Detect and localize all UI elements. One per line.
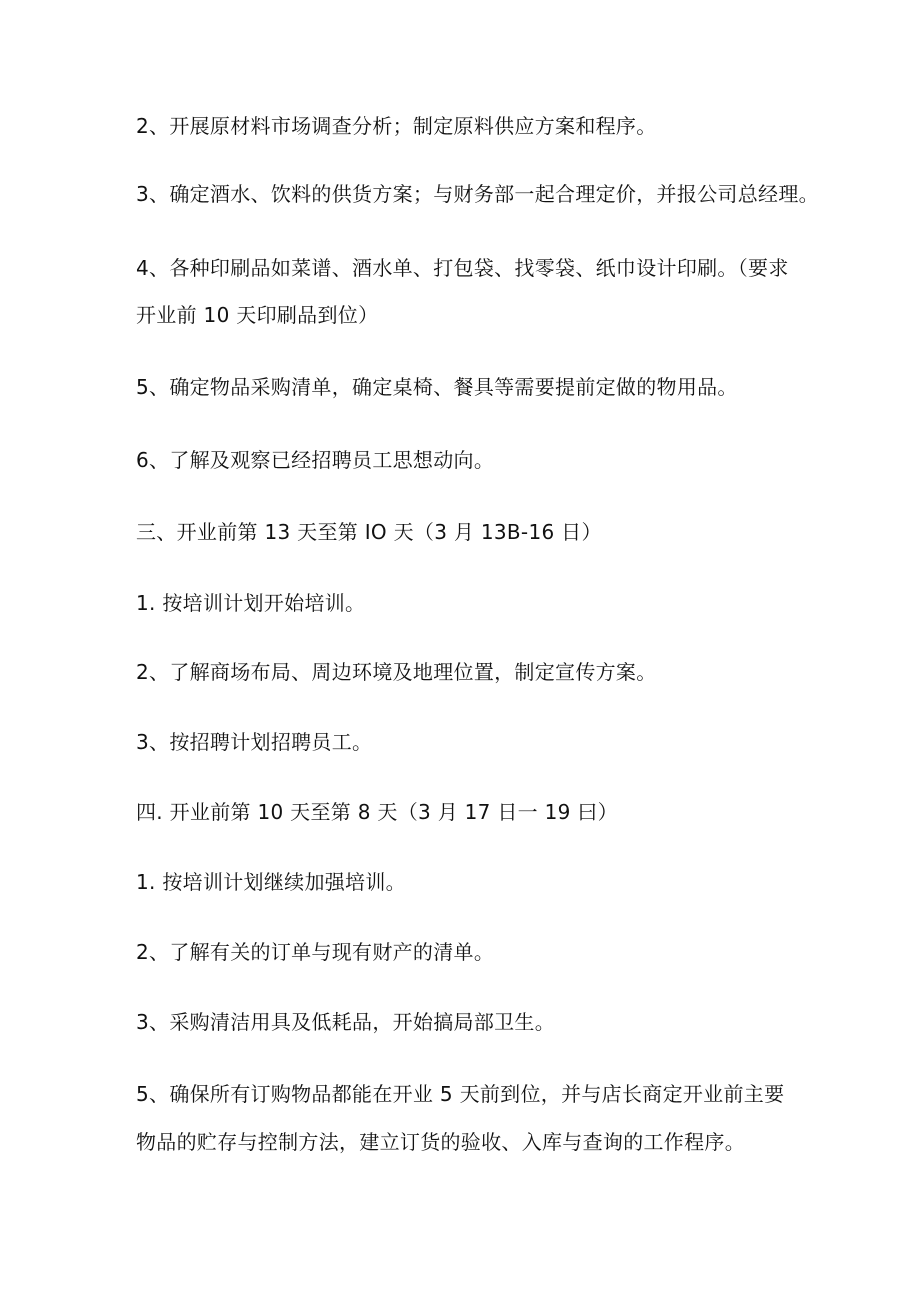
paragraph-line: 3、采购清洁用具及低耗品，开始搞局部卫生。 [136, 1010, 556, 1034]
paragraph-line: 物品的贮存与控制方法，建立订货的验收、入库与查询的工作程序。 [136, 1130, 745, 1154]
paragraph-line: 5、确保所有订购物品都能在开业 5 天前到位，并与店长商定开业前主要 [136, 1082, 785, 1106]
paragraph-line: 6、了解及观察已经招聘员工思想动向。 [136, 448, 495, 472]
paragraph-line: 1. 按培训计划继续加强培训。 [136, 870, 406, 894]
section-heading: 三、开业前第 13 天至第 IO 天（3 月 13B-16 日） [136, 520, 602, 544]
paragraph-line: 2、开展原材料市场调查分析；制定原料供应方案和程序。 [136, 114, 657, 138]
paragraph-line: 开业前 10 天印刷品到位） [136, 303, 379, 327]
paragraph-line: 3、按招聘计划招聘员工。 [136, 730, 373, 754]
paragraph-line: 2、了解有关的订单与现有财产的清单。 [136, 940, 495, 964]
section-heading: 四. 开业前第 10 天至第 8 天（3 月 17 日一 19 曰） [136, 800, 618, 824]
paragraph-line: 1. 按培训计划开始培训。 [136, 591, 366, 615]
paragraph-line: 3、确定酒水、饮料的供货方案；与财务部一起合理定价，并报公司总经理。 [136, 182, 819, 206]
paragraph-line: 5、确定物品采购清单，确定桌椅、餐具等需要提前定做的物用品。 [136, 375, 738, 399]
paragraph-line: 4、各种印刷品如菜谱、酒水单、打包袋、找零袋、纸巾设计印刷。（要求 [136, 256, 789, 280]
paragraph-line: 2、了解商场布局、周边环境及地理位置，制定宣传方案。 [136, 660, 657, 684]
